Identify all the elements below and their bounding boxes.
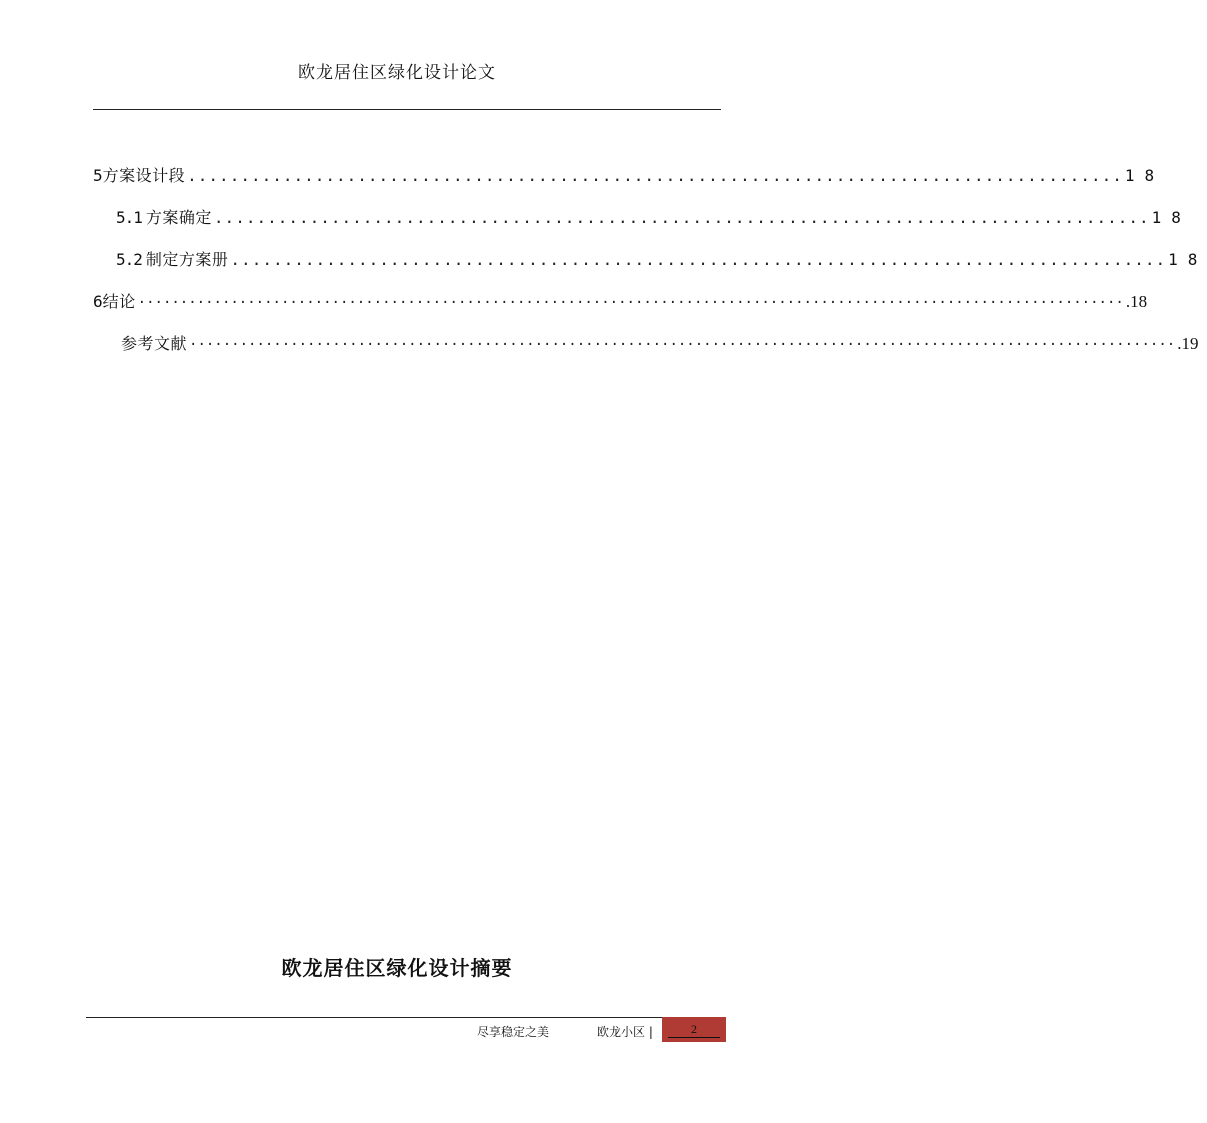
toc-entry-page: .18 <box>1125 292 1148 311</box>
toc-entry-number: 5.1 <box>116 208 142 227</box>
toc-entry-6[interactable] <box>93 289 1148 311</box>
toc-dot-leader: ........................................................................................ <box>187 166 1123 185</box>
toc-dot-leader: ........................................................................................ <box>230 250 1167 269</box>
toc-dot-leader: ····················································································································· <box>189 337 1176 353</box>
toc-entry-page: .19 <box>1177 334 1199 353</box>
toc-entry-number: 5 <box>93 166 103 185</box>
toc-entry-5-1[interactable] <box>116 205 1191 227</box>
abstract-heading: 欧龙居住区绿化设计摘要 <box>281 956 513 980</box>
running-header-title: 欧龙居住区绿化设计论文 <box>298 63 496 83</box>
footer-divider <box>86 1017 662 1018</box>
header-divider <box>93 109 721 110</box>
toc-entry-5[interactable] <box>93 163 1165 185</box>
toc-entry-number: 6 <box>93 292 103 311</box>
toc-entry-number: 5.2 <box>116 250 142 269</box>
footer-slogan: 尽享稳定之美 <box>477 1025 550 1039</box>
toc-entry-title: 制定方案册 <box>145 250 229 269</box>
toc-entry-references[interactable] <box>121 331 1199 353</box>
toc-entry-page: 18 <box>1168 250 1207 269</box>
toc-entry-5-2[interactable] <box>116 247 1207 269</box>
toc-dot-leader: ........................................................................................ <box>213 208 1150 227</box>
toc-entry-title: 方案设计段 <box>102 166 186 185</box>
toc-entry-title: 参考文献 <box>121 334 188 353</box>
toc-entry-title: 方案确定 <box>145 208 212 227</box>
footer-community-label: 欧龙小区 | <box>597 1025 653 1039</box>
toc-entry-title: 结论 <box>102 292 136 311</box>
footer-page-number: 2 <box>668 1022 720 1038</box>
toc-entry-page: 18 <box>1151 208 1191 227</box>
toc-entry-page: 18 <box>1124 166 1165 185</box>
toc-dot-leader: ····················································································································· <box>137 295 1124 311</box>
